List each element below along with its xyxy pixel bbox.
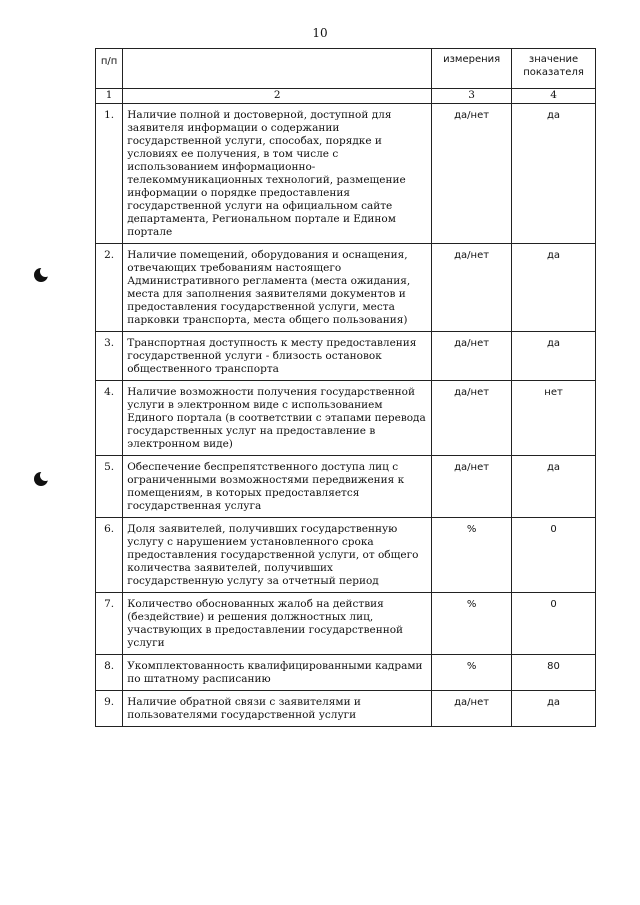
table-row <box>96 104 596 244</box>
row-indicator: Наличие полной и достоверной, доступной для заявителя информации о содержании государственной услуги, способах, порядке и условиях ее получения, в том числе с использованием информационно-телекоммуникационных технологий, размещение информации о порядке предоставления государственной услуги на официальном сайте департамента, Региональном портале и Едином портале <box>123 104 432 244</box>
row-value: да <box>512 244 596 332</box>
row-value: да <box>512 691 596 727</box>
header-unit: измерения <box>432 49 512 89</box>
header-value <box>512 49 596 89</box>
row-value: да <box>512 332 596 381</box>
row-unit: да/нет <box>432 332 512 381</box>
row-unit: да/нет <box>432 244 512 332</box>
row-indicator: Укомплектованность квалифицированными кадрами по штатному расписанию <box>123 655 432 691</box>
table-row <box>96 332 596 381</box>
row-number: 4. <box>96 381 123 456</box>
column-index: 1 <box>96 89 123 104</box>
row-unit: да/нет <box>432 104 512 244</box>
table-row <box>96 655 596 691</box>
indicators-table <box>95 48 596 727</box>
row-unit: % <box>432 655 512 691</box>
row-value: 80 <box>512 655 596 691</box>
row-indicator: Обеспечение беспрепятственного доступа лиц с ограниченными возможностями передвижения к помещениям, в которых предоставляется государственная услуга <box>123 456 432 518</box>
row-number: 3. <box>96 332 123 381</box>
row-number: 8. <box>96 655 123 691</box>
header-indicator <box>123 49 432 89</box>
row-unit: % <box>432 593 512 655</box>
row-value: да <box>512 456 596 518</box>
column-index: 2 <box>123 89 432 104</box>
header-number: п/п <box>96 49 123 89</box>
table-row <box>96 593 596 655</box>
column-index: 4 <box>512 89 596 104</box>
row-value: 0 <box>512 518 596 593</box>
row-indicator: Наличие возможности получения государственной услуги в электронном виде с использованием Единого портала (в соответствии с этапами перевода государственных услуг на предоставление в электронном виде) <box>123 381 432 456</box>
row-value: 0 <box>512 593 596 655</box>
row-unit: да/нет <box>432 691 512 727</box>
table-row <box>96 691 596 727</box>
row-number: 5. <box>96 456 123 518</box>
row-value: нет <box>512 381 596 456</box>
row-unit: да/нет <box>432 456 512 518</box>
row-number: 1. <box>96 104 123 244</box>
table-row <box>96 244 596 332</box>
row-unit: да/нет <box>432 381 512 456</box>
row-value: да <box>512 104 596 244</box>
header-value-line1: значение <box>528 54 579 65</box>
row-indicator: Количество обоснованных жалоб на действия (бездействие) и решения должностных лиц, участвующих в предоставлении государственной услуги <box>123 593 432 655</box>
punch-hole-mark <box>34 472 48 486</box>
header-value-line2: показателя <box>523 67 584 78</box>
table-row <box>96 456 596 518</box>
row-unit: % <box>432 518 512 593</box>
row-number: 2. <box>96 244 123 332</box>
table-row <box>96 518 596 593</box>
column-index: 3 <box>432 89 512 104</box>
column-index-row <box>96 89 596 104</box>
row-indicator: Наличие помещений, оборудования и оснащения, отвечающих требованиям настоящего Административного регламента (места ожидания, места для заполнения заявителями документов и предоставления государственной услуги, места парковки транспорта, места общего пользования) <box>123 244 432 332</box>
row-number: 9. <box>96 691 123 727</box>
row-indicator: Доля заявителей, получивших государственную услугу с нарушением установленного срока предоставления государственной услуги, от общего количества заявителей, получивших государственную услугу за отчетный период <box>123 518 432 593</box>
row-number: 7. <box>96 593 123 655</box>
punch-hole-mark <box>34 268 48 282</box>
row-indicator: Наличие обратной связи с заявителями и пользователями государственной услуги <box>123 691 432 727</box>
table-row <box>96 381 596 456</box>
row-indicator: Транспортная доступность к месту предоставления государственной услуги - близость остановок общественного транспорта <box>123 332 432 381</box>
page-number: 10 <box>312 26 328 40</box>
row-number: 6. <box>96 518 123 593</box>
table-header-row <box>96 49 596 89</box>
